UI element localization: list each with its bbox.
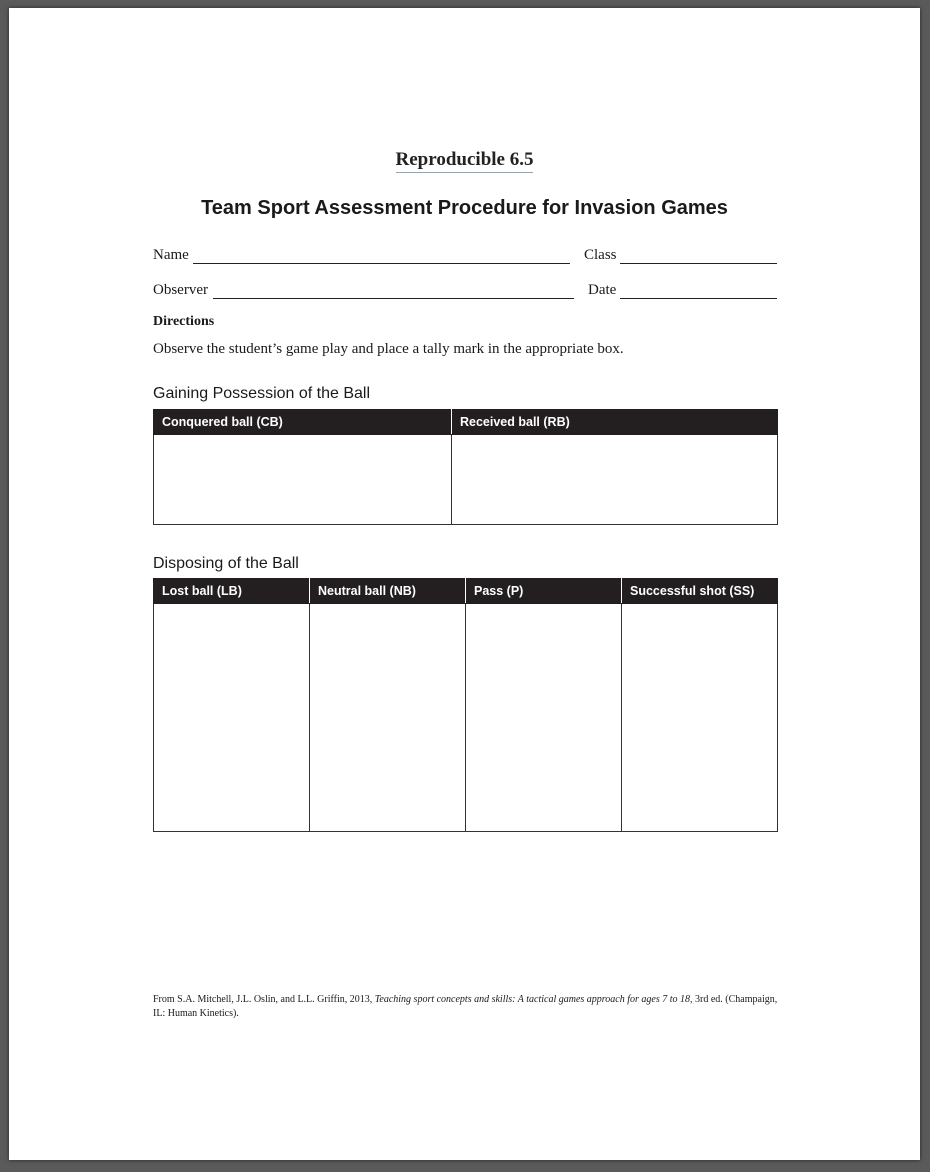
directions-heading: Directions (153, 314, 215, 329)
column-header-successful-shot: Successful shot (SS) (622, 578, 778, 604)
date-field[interactable] (620, 298, 777, 299)
tally-box-successful-shot[interactable] (622, 604, 778, 832)
column-header-pass: Pass (P) (466, 578, 622, 604)
tally-box-received-ball[interactable] (452, 435, 778, 525)
citation-prefix: From S.A. Mitchell, J.L. Oslin, and L.L. Griffin, 2013, (153, 994, 375, 1005)
gaining-possession-heading: Gaining Possession of the Ball (153, 385, 371, 402)
column-header-received-ball: Received ball (RB) (452, 409, 778, 435)
reproducible-number: Reproducible 6.5 (396, 149, 534, 173)
citation-suffix: , 3rd ed. (Champaign, IL: Human Kinetics). (153, 994, 778, 1019)
class-label: Class (584, 247, 617, 263)
gaining-possession-table (153, 409, 778, 525)
reproducible-label (9, 149, 920, 173)
column-header-conquered-ball: Conquered ball (CB) (154, 409, 452, 435)
name-label: Name (153, 247, 189, 263)
disposing-heading: Disposing of the Ball (153, 555, 299, 572)
citation-book-title: Teaching sport concepts and skills: A tactical games approach for ages 7 to 18 (374, 994, 691, 1005)
observer-field[interactable] (213, 298, 574, 299)
column-header-lost-ball: Lost ball (LB) (154, 578, 310, 604)
tally-row (154, 604, 778, 832)
observer-label: Observer (153, 282, 208, 298)
disposing-table (153, 578, 778, 832)
tally-box-pass[interactable] (466, 604, 622, 832)
table-header-row (154, 409, 778, 435)
tally-box-conquered-ball[interactable] (154, 435, 452, 525)
document-page (9, 8, 920, 1160)
column-header-neutral-ball: Neutral ball (NB) (310, 578, 466, 604)
page-title: Team Sport Assessment Procedure for Invasion Games (201, 197, 728, 219)
directions-text: Observe the student’s game play and place a tally mark in the appropriate box. (153, 341, 624, 357)
tally-box-neutral-ball[interactable] (310, 604, 466, 832)
tally-box-lost-ball[interactable] (154, 604, 310, 832)
table-header-row (154, 578, 778, 604)
name-field[interactable] (193, 263, 570, 264)
class-field[interactable] (620, 263, 777, 264)
date-label: Date (588, 282, 617, 298)
tally-row (154, 435, 778, 525)
source-citation (153, 993, 778, 1021)
